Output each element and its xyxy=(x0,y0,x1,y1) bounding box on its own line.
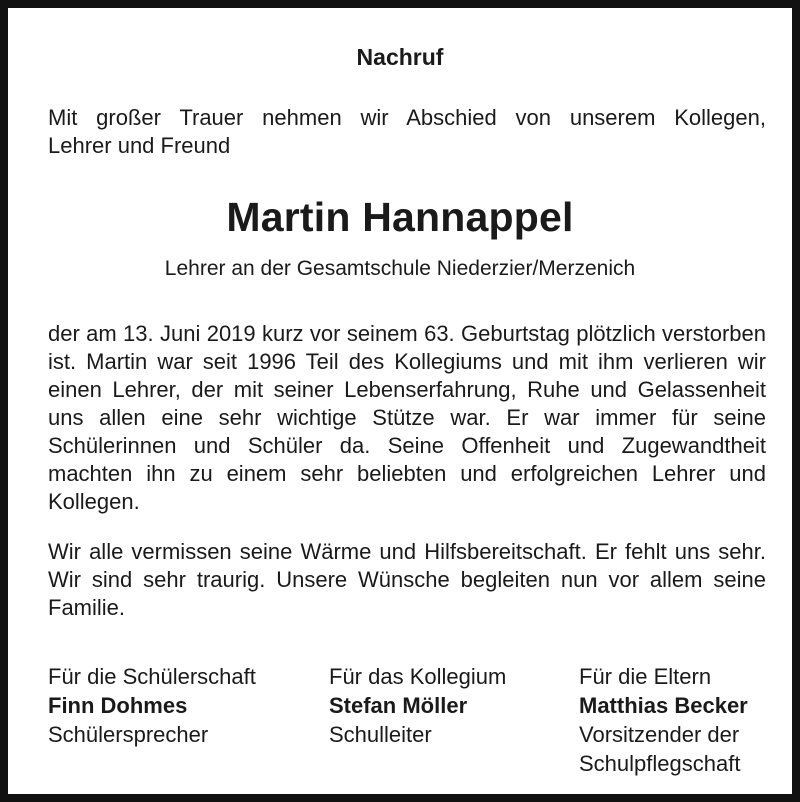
signature-role: Für die Schülerschaft xyxy=(48,664,256,689)
signature-parents xyxy=(579,662,779,778)
deceased-subtitle: Lehrer an der Gesamtschule Niederzier/Merzenich xyxy=(164,257,636,280)
signature-title: Schulleiter xyxy=(329,722,432,747)
signature-name: Finn Dohmes xyxy=(48,693,188,718)
body-paragraph-1: der am 13. Juni 2019 kurz vor seinem 63. Geburtstag plötzlich verstorben ist. Martin war seit 1996 Teil des Kollegiums und mit ihm verlieren wir einen Lehrer, der mit seiner Lebenserfahrung, Ruhe und Gelassenheit uns allen eine sehr wichtige Stütze war. Er war immer für seine Schülerinnen und Schüler da. Seine Offenheit und Zugewandtheit machten ihn zu einem sehr beliebten und erfolgreichen Lehrer und Kollegen. xyxy=(48,321,766,514)
signature-students xyxy=(48,662,308,749)
signature-role: Für die Eltern xyxy=(579,664,712,689)
page-title: Nachruf xyxy=(356,44,444,70)
intro-line-1: Mit großer Trauer nehmen wir Abschied von unserem Kollegen, xyxy=(48,105,766,130)
intro-line-2: Lehrer und Freund xyxy=(48,133,231,158)
signature-role: Für das Kollegium xyxy=(329,664,507,689)
signature-title: Vorsitzender der Schulpflegschaft xyxy=(579,722,741,776)
signature-name: Stefan Möller xyxy=(329,693,468,718)
signature-staff xyxy=(329,662,559,749)
body-paragraph-2: Wir alle vermissen seine Wärme und Hilfsbereitschaft. Er fehlt uns sehr. Wir sind sehr traurig. Unsere Wünsche begleiten nun vor allem seine Familie. xyxy=(48,539,766,620)
signature-name: Matthias Becker xyxy=(579,693,748,718)
deceased-name: Martin Hannappel xyxy=(226,194,574,240)
intro-text xyxy=(48,104,766,160)
signature-title: Schülersprecher xyxy=(48,722,209,747)
